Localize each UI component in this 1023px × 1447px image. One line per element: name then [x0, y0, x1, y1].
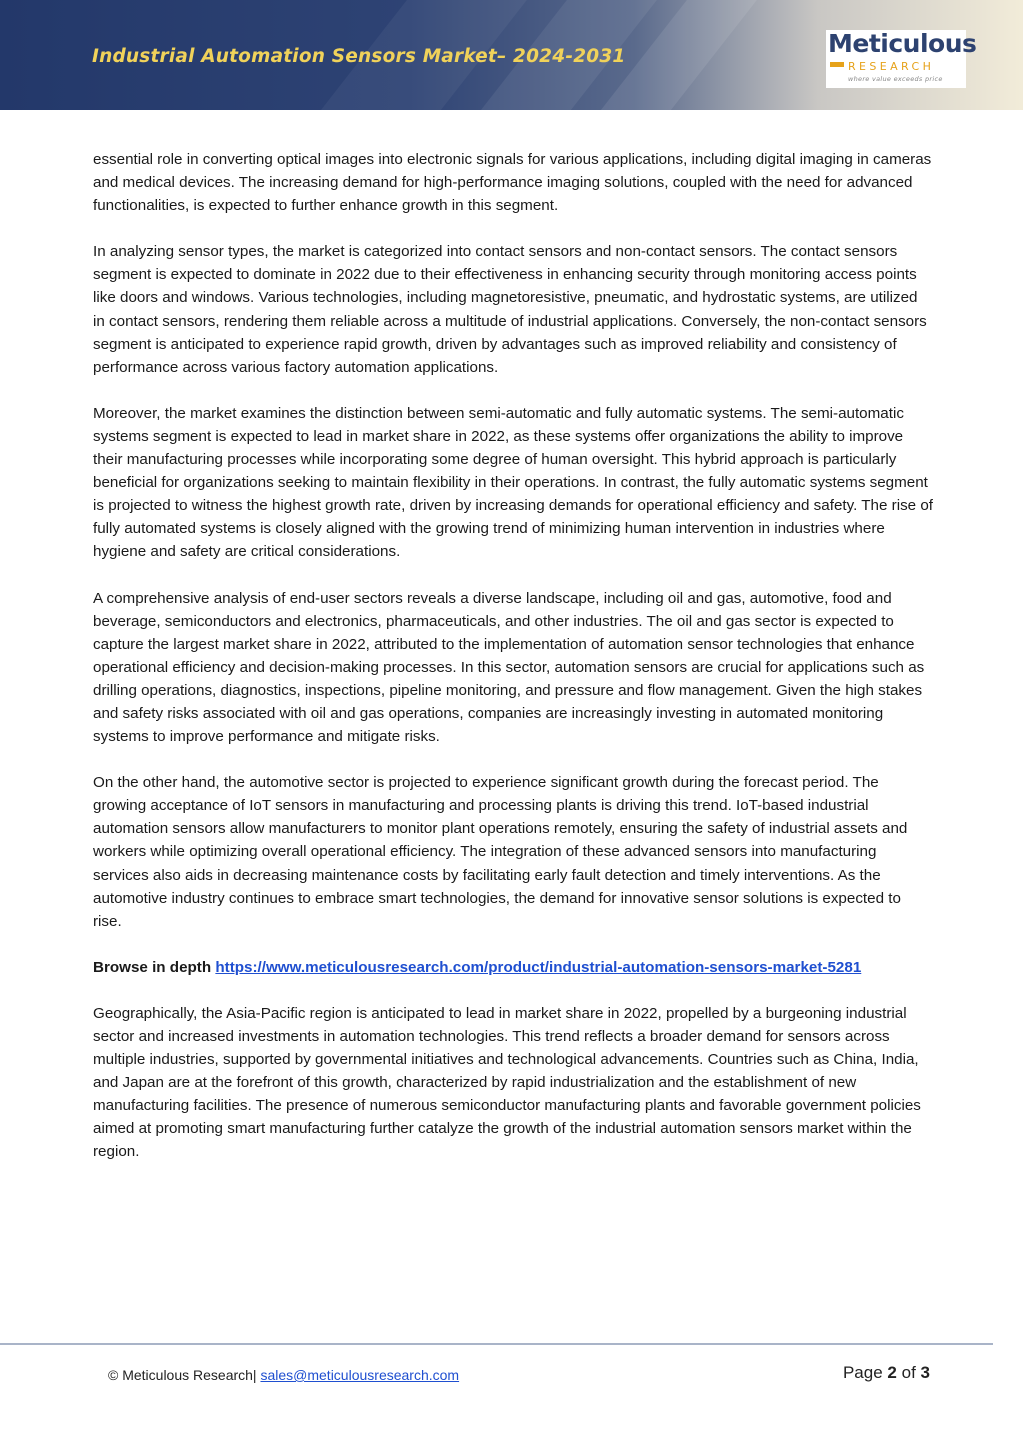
- footer-copyright: [108, 1367, 459, 1383]
- paragraph: essential role in converting optical images into electronic signals for various applications, including digital imaging in cameras and medical devices. The increasing demand for high-performance imaging solutions, coupled with the need for advanced functionalities, is expected to further enhance growth in this segment.: [93, 151, 932, 215]
- paragraph: A comprehensive analysis of end-user sectors reveals a diverse landscape, including oil and gas, automotive, food and beverage, semiconductors and electronics, pharmaceuticals, and other industries. The oil and gas sector is expected to capture the largest market share in 2022, attributed to the implementation of automation sensor technologies that enhance operational efficiency and decision-making processes. In this sector, automation sensors are crucial for applications such as drilling operations, diagnostics, inspections, pipeline monitoring, and pressure and flow management. Given the high stakes and safety risks associated with oil and gas operations, companies are increasingly investing in automated monitoring systems to improve performance and mitigate risks.: [93, 589, 925, 746]
- logo-brand: Meticulous: [828, 29, 977, 58]
- paragraph: Geographically, the Asia-Pacific region is anticipated to lead in market share in 2022, propelled by a burgeoning industrial sector and increased investments in automation technologies. This trend reflects a broader demand for sensors across multiple industries, supported by governmental initiatives and technological advancements. Countries such as China, India, and Japan are at the forefront of this growth, characterized by rapid industrialization and the establishment of new manufacturing facilities. The presence of numerous semiconductor manufacturing plants and favorable government policies aimed at promoting smart manufacturing further catalyze the growth of the industrial automation sensors market within the region.: [93, 1004, 921, 1161]
- logo-tagline: where value exceeds price: [848, 75, 943, 83]
- company-logo: [826, 29, 977, 88]
- copyright-text: © Meticulous Research|: [108, 1367, 257, 1383]
- page-number: [843, 1363, 930, 1383]
- page-label: Page: [842, 1363, 883, 1382]
- page-of: of: [901, 1363, 916, 1382]
- paragraph: Moreover, the market examines the distinction between semi-automatic and fully automatic systems. The semi-automatic systems segment is expected to lead in market share in 2022, as these systems offer organizations the ability to improve their manufacturing processes while incorporating some degree of human oversight. This hybrid approach is particularly beneficial for organizations seeking to maintain flexibility in their operations. In contrast, the fully automatic systems segment is projected to witness the highest growth rate, driven by increasing demands for operational efficiency and safety. The rise of fully automated systems is closely aligned with the growing trend of minimizing human intervention in industries where hygiene and safety are critical considerations.: [93, 404, 933, 561]
- page-current: 2: [887, 1363, 897, 1382]
- page-title: Industrial Automation Sensors Market– 2024-2031: [92, 46, 626, 67]
- document-body: [93, 148, 933, 1187]
- logo-sub: RESEARCH: [848, 60, 935, 73]
- page-header: [0, 0, 1023, 110]
- report-link[interactable]: https://www.meticulousresearch.com/product/industrial-automation-sensors-market-5281: [215, 958, 862, 976]
- page-total: 3: [920, 1363, 930, 1382]
- email-link[interactable]: sales@meticulousresearch.com: [260, 1367, 460, 1383]
- logo-accent-bar: [830, 62, 844, 67]
- footer-divider: [0, 1343, 993, 1345]
- paragraph: In analyzing sensor types, the market is categorized into contact sensors and non-contact sensors. The contact sensors segment is expected to dominate in 2022 due to their effectiveness in enhancing security through monitoring access points like doors and windows. Various technologies, including magnetoresistive, pneumatic, and hydrostatic systems, are utilized in contact sensors, rendering them reliable across a multitude of industrial applications. Conversely, the non-contact sensors segment is anticipated to experience rapid growth, driven by advantages such as improved reliability and consistency of performance across various factory automation applications.: [93, 243, 927, 376]
- paragraph: On the other hand, the automotive sector is projected to experience significant growth during the forecast period. The growing acceptance of IoT sensors in manufacturing and processing plants is driving this trend. IoT-based industrial automation sensors allow manufacturers to monitor plant operations remotely, ensuring the safety of industrial assets and workers while optimizing overall operational efficiency. The integration of these advanced sensors into manufacturing services also aids in decreasing maintenance costs by facilitating early fault detection and timely interventions. As the automotive industry continues to embrace smart technologies, the demand for innovative sensor solutions is expected to rise.: [93, 774, 908, 930]
- browse-paragraph: [93, 956, 933, 979]
- browse-label: Browse in depth: [93, 958, 212, 976]
